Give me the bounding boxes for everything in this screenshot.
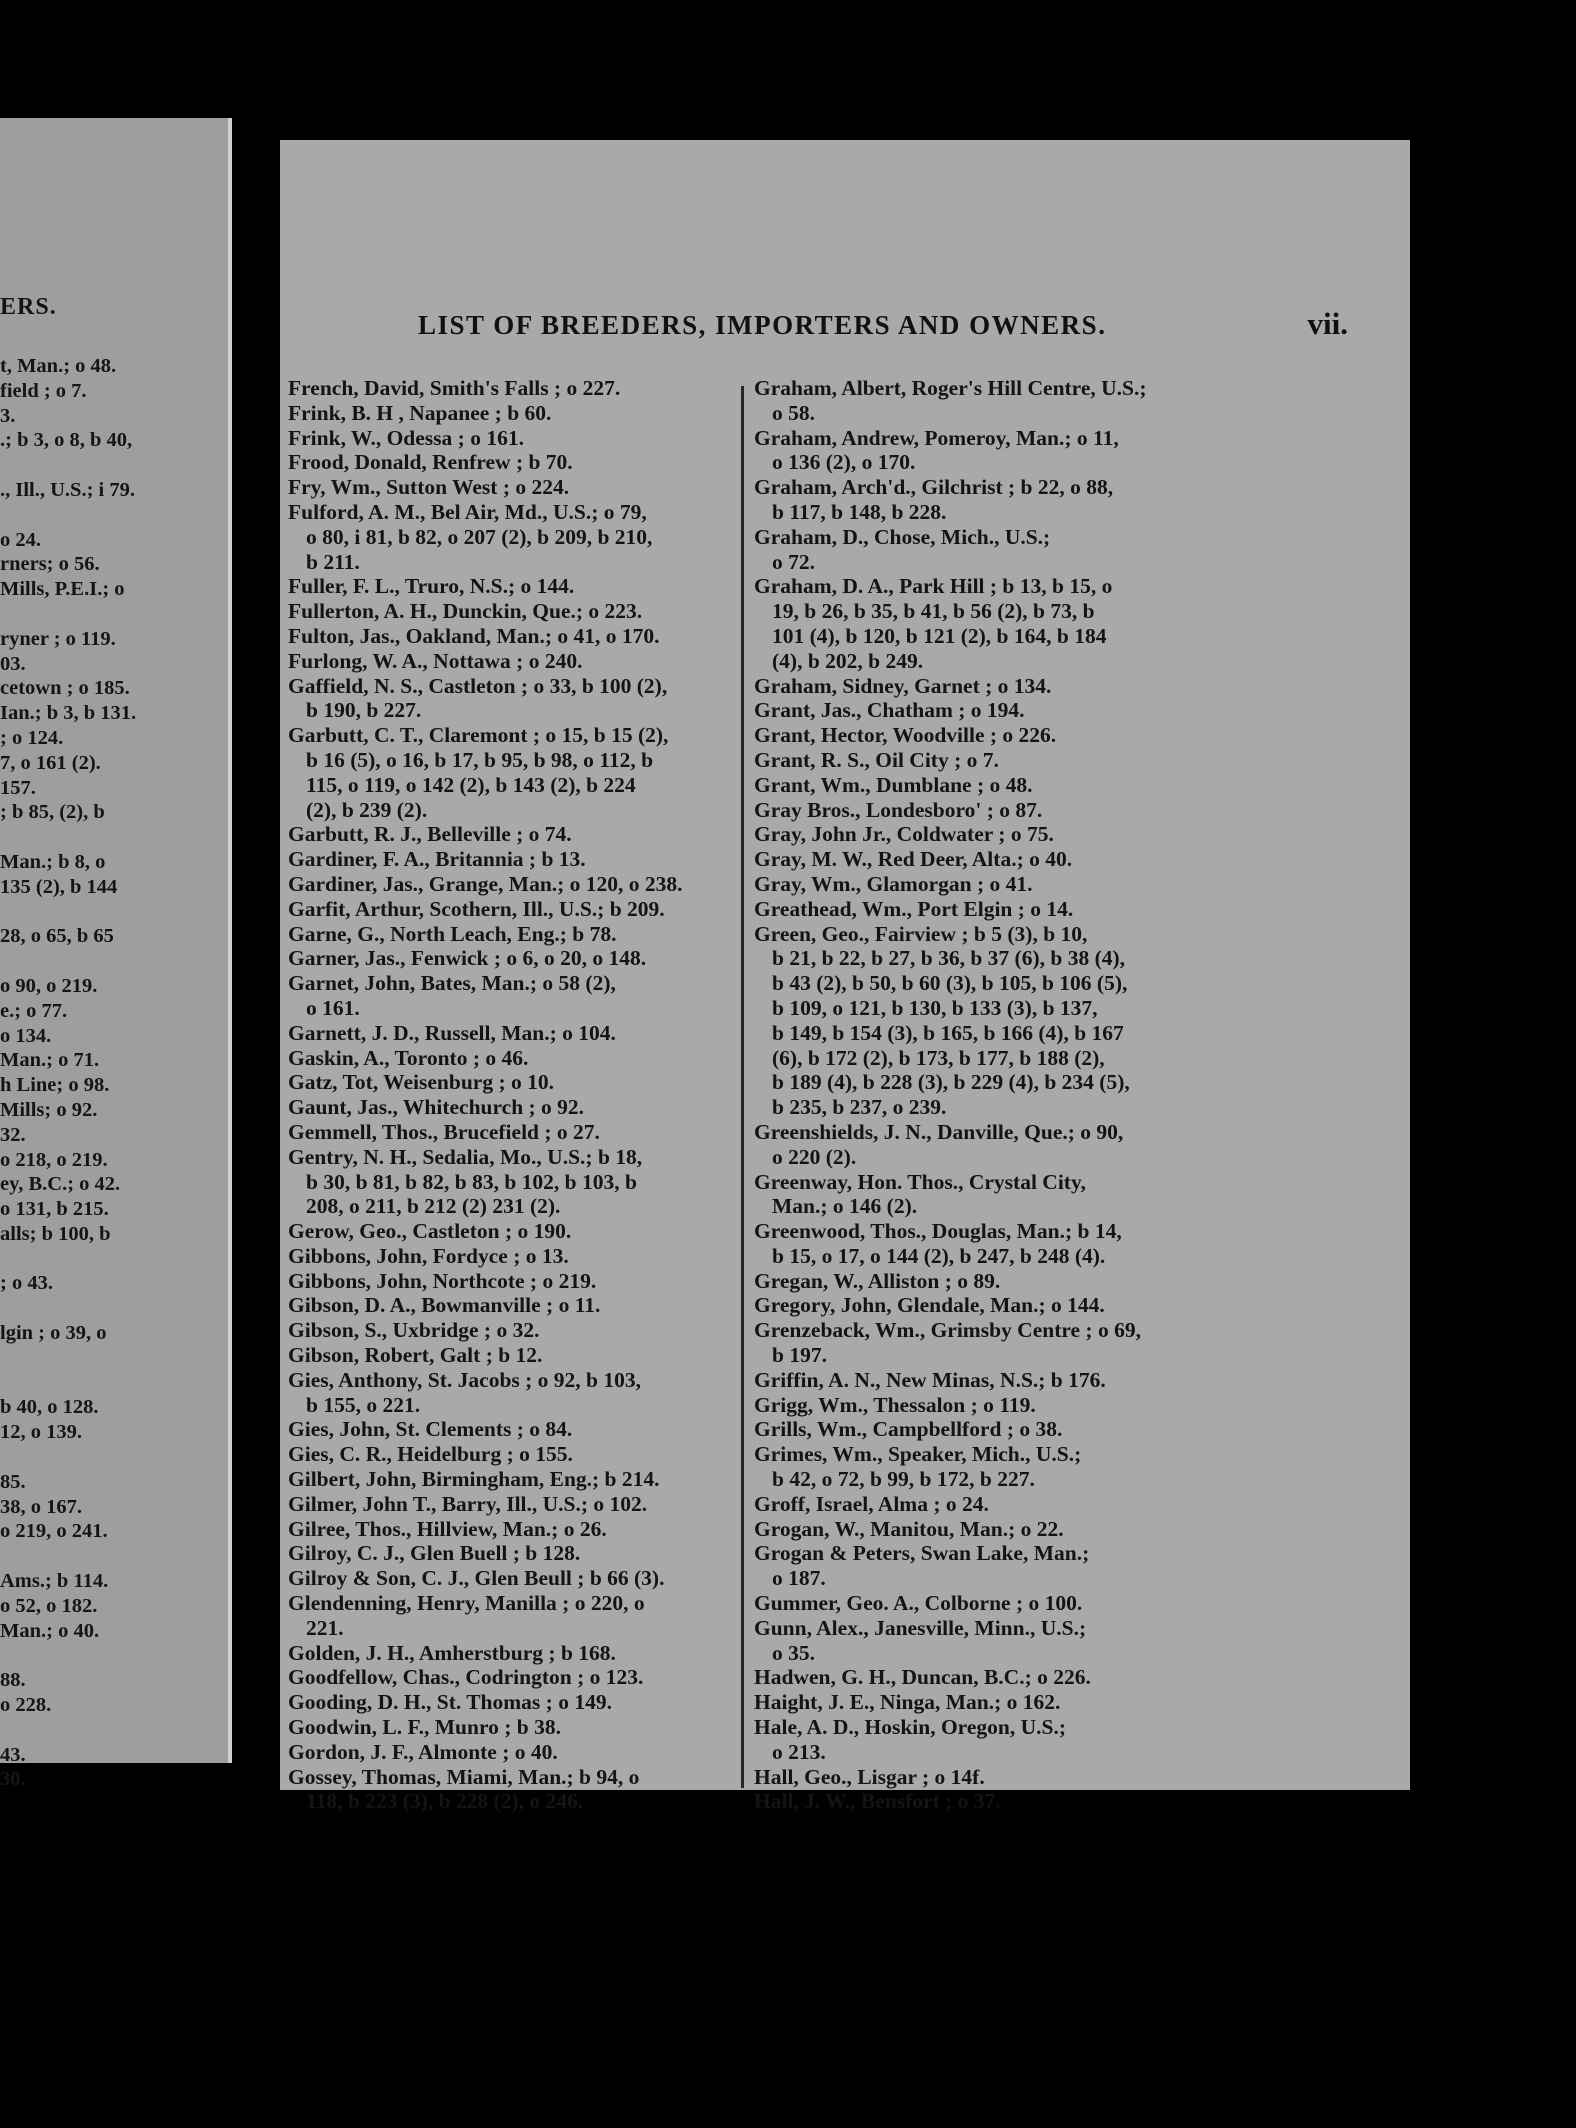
- left-page-line: 85.: [0, 1470, 26, 1493]
- left-page-line: o 218, o 219.: [0, 1148, 108, 1171]
- directory-entry-line: o 161.: [306, 995, 360, 1020]
- left-page-line: h Line; o 98.: [0, 1074, 110, 1097]
- directory-entry-line: Fulton, Jas., Oakland, Man.; o 41, o 170.: [288, 623, 660, 648]
- directory-entry-line: Garbutt, C. T., Claremont ; o 15, b 15 (2),: [288, 723, 669, 748]
- directory-entry-line: Garbutt, R. J., Belleville ; o 74.: [288, 822, 572, 847]
- directory-entry-line: Gentry, N. H., Sedalia, Mo., U.S.; b 18,: [288, 1144, 643, 1169]
- directory-entry-line: Gray, John Jr., Coldwater ; o 75.: [754, 822, 1054, 847]
- directory-entry-line: Frink, W., Odessa ; o 161.: [288, 425, 524, 450]
- left-page-line: field ; o 7.: [0, 379, 87, 402]
- left-page-line: [0, 602, 220, 627]
- directory-entry-line: Green, Geo., Fairview ; b 5 (3), b 10,: [754, 921, 1088, 946]
- directory-entry-line: Greenway, Hon. Thos., Crystal City,: [754, 1169, 1086, 1194]
- directory-entry-line: Graham, Albert, Roger's Hill Centre, U.S.;: [754, 376, 1147, 400]
- left-page-line: 12, o 139.: [0, 1421, 82, 1444]
- directory-entry-line: Gregan, W., Alliston ; o 89.: [754, 1268, 1001, 1293]
- directory-entry-line: b 42, o 72, b 99, b 172, b 227.: [772, 1467, 1035, 1492]
- directory-entry-line: Grills, Wm., Campbellford ; o 38.: [754, 1417, 1063, 1442]
- directory-entry-line: Gilbert, John, Birmingham, Eng.; b 214.: [288, 1467, 660, 1492]
- left-page-line: [0, 453, 220, 478]
- left-page-line: o 90, o 219.: [0, 974, 98, 997]
- directory-entry-line: Gaffield, N. S., Castleton ; o 33, b 100 (2),: [288, 673, 668, 698]
- directory-entry-line: Man.; o 146 (2).: [772, 1194, 918, 1219]
- directory-entry-line: Grant, R. S., Oil City ; o 7.: [754, 747, 999, 772]
- directory-entry-line: Garne, G., North Leach, Eng.; b 78.: [288, 921, 617, 946]
- left-page-line: ey, B.C.; o 42.: [0, 1173, 121, 1196]
- directory-entry-line: o 35.: [772, 1640, 815, 1665]
- directory-entry-line: b 149, b 154 (3), b 165, b 166 (4), b 167: [772, 1020, 1124, 1045]
- directory-entry-line: Gaskin, A., Toronto ; o 46.: [288, 1045, 529, 1070]
- directory-entry-line: Glendenning, Henry, Manilla ; o 220, o: [288, 1591, 645, 1616]
- directory-entry-line: Graham, Arch'd., Gilchrist ; b 22, o 88,: [754, 475, 1114, 500]
- left-page-line: .; b 3, o 8, b 40,: [0, 429, 133, 452]
- directory-entry-line: Fry, Wm., Sutton West ; o 224.: [288, 475, 570, 500]
- directory-entry-line: Gies, C. R., Heidelburg ; o 155.: [288, 1442, 573, 1467]
- directory-entry-line: Grant, Hector, Woodville ; o 226.: [754, 723, 1057, 748]
- left-page-line: o 228.: [0, 1694, 52, 1717]
- directory-entry-line: 208, o 211, b 212 (2) 231 (2).: [306, 1194, 561, 1219]
- left-page-line: ryner ; o 119.: [0, 627, 116, 650]
- directory-entry-line: Gilmer, John T., Barry, Ill., U.S.; o 102.: [288, 1491, 648, 1516]
- directory-entry-line: Garfit, Arthur, Scothern, Ill., U.S.; b 209.: [288, 896, 665, 921]
- directory-entry-line: b 117, b 148, b 228.: [772, 499, 947, 524]
- directory-entry-line: Gerow, Geo., Castleton ; o 190.: [288, 1219, 572, 1244]
- left-page-line: Mills, P.E.I.; o: [0, 578, 125, 601]
- directory-entry-line: Graham, Sidney, Garnet ; o 134.: [754, 673, 1052, 698]
- directory-entry-line: Gregory, John, Glendale, Man.; o 144.: [754, 1293, 1105, 1318]
- left-page-line: o 134.: [0, 1024, 52, 1047]
- directory-entry-line: b 30, b 81, b 82, b 83, b 102, b 103, b: [306, 1169, 637, 1194]
- left-page-line: Man.; o 71.: [0, 1049, 100, 1072]
- directory-entry-line: o 136 (2), o 170.: [772, 450, 916, 475]
- left-page-line: [0, 1247, 220, 1272]
- left-page-line: [0, 949, 220, 974]
- left-page-line: Man.; b 8, o: [0, 850, 106, 873]
- directory-entry-line: Grigg, Wm., Thessalon ; o 119.: [754, 1392, 1036, 1417]
- directory-entry-line: (2), b 239 (2).: [306, 797, 428, 822]
- left-page-line: Man.; o 40.: [0, 1619, 100, 1642]
- directory-entry-line: b 189 (4), b 228 (3), b 229 (4), b 234 (5),: [772, 1070, 1130, 1095]
- left-page-header: ERS.: [0, 294, 57, 320]
- directory-entry-line: 19, b 26, b 35, b 41, b 56 (2), b 73, b: [772, 599, 1095, 624]
- directory-entry-line: Gibbons, John, Fordyce ; o 13.: [288, 1243, 569, 1268]
- left-page-line: [0, 825, 220, 850]
- directory-entry-line: Furlong, W. A., Nottawa ; o 240.: [288, 648, 583, 673]
- page-header: [418, 306, 1348, 350]
- left-page-line: 157.: [0, 776, 36, 799]
- directory-entry-line: Gies, Anthony, St. Jacobs ; o 92, b 103,: [288, 1367, 642, 1392]
- directory-entry-line: Hadwen, G. H., Duncan, B.C.; o 226.: [754, 1665, 1091, 1690]
- directory-entry-line: b 43 (2), b 50, b 60 (3), b 105, b 106 (5),: [772, 971, 1128, 996]
- right-column: [754, 376, 1210, 1814]
- directory-entry-line: Gaunt, Jas., Whitechurch ; o 92.: [288, 1095, 585, 1120]
- left-page-line: o 219, o 241.: [0, 1520, 108, 1543]
- directory-entry-line: 101 (4), b 120, b 121 (2), b 164, b 184: [772, 623, 1107, 648]
- running-title: LIST OF BREEDERS, IMPORTERS AND OWNERS.: [418, 310, 1107, 340]
- directory-entry-line: Goodwin, L. F., Munro ; b 38.: [288, 1715, 561, 1740]
- left-page-text: [0, 354, 220, 1792]
- left-page-line: [0, 1544, 220, 1569]
- directory-entry-line: (4), b 202, b 249.: [772, 648, 924, 673]
- directory-entry-line: Greathead, Wm., Port Elgin ; o 14.: [754, 896, 1074, 921]
- directory-entry-line: Graham, Andrew, Pomeroy, Man.; o 11,: [754, 425, 1119, 450]
- left-page-line: t, Man.; o 48.: [0, 355, 117, 377]
- directory-entry-line: Grogan & Peters, Swan Lake, Man.;: [754, 1541, 1090, 1566]
- left-page-line: ; o 124.: [0, 726, 64, 749]
- left-page-line: alls; b 100, b: [0, 1222, 111, 1245]
- left-facing-page: [0, 118, 232, 1791]
- directory-entry-line: Garnet, John, Bates, Man.; o 58 (2),: [288, 971, 616, 996]
- left-page-line: Ams.; b 114.: [0, 1570, 109, 1593]
- directory-entry-line: b 190, b 227.: [306, 698, 422, 723]
- directory-entry-line: Griffin, A. N., New Minas, N.S.; b 176.: [754, 1367, 1106, 1392]
- directory-entry-line: b 211.: [306, 549, 360, 574]
- directory-entry-line: o 213.: [772, 1739, 826, 1764]
- directory-entry-line: b 15, o 17, o 144 (2), b 247, b 248 (4).: [772, 1243, 1106, 1268]
- directory-entry-line: o 187.: [772, 1566, 826, 1591]
- directory-entry-line: Gunn, Alex., Janesville, Minn., U.S.;: [754, 1615, 1087, 1640]
- directory-entry-line: Hall, Geo., Lisgar ; o 14f.: [754, 1764, 985, 1789]
- directory-entry-line: Gies, John, St. Clements ; o 84.: [288, 1417, 573, 1442]
- directory-entry-line: Graham, D. A., Park Hill ; b 13, b 15, o: [754, 574, 1113, 599]
- directory-entry-line: Gossey, Thomas, Miami, Man.; b 94, o: [288, 1764, 640, 1789]
- directory-entry-line: Gooding, D. H., St. Thomas ; o 149.: [288, 1690, 612, 1715]
- directory-entry-line: 118, b 223 (3), b 228 (2), o 246.: [306, 1789, 584, 1814]
- left-page-line: [0, 1445, 220, 1470]
- left-page-line: b 40, o 128.: [0, 1396, 99, 1419]
- directory-entry-line: Greenshields, J. N., Danville, Que.; o 90,: [754, 1119, 1124, 1144]
- column-divider: [741, 386, 744, 1788]
- left-page-line: e.; o 77.: [0, 999, 68, 1022]
- directory-entry-line: o 58.: [772, 400, 815, 425]
- directory-entry-line: b 16 (5), o 16, b 17, b 95, b 98, o 112, b: [306, 747, 654, 772]
- left-page-line: [0, 1296, 220, 1321]
- directory-entry-line: Grenzeback, Wm., Grimsby Centre ; o 69,: [754, 1318, 1141, 1343]
- directory-entry-line: Haight, J. E., Ninga, Man.; o 162.: [754, 1690, 1061, 1715]
- left-page-line: o 24.: [0, 528, 41, 551]
- left-column: [288, 376, 728, 1814]
- directory-entry-line: Frood, Donald, Renfrew ; b 70.: [288, 450, 573, 475]
- left-page-line: 38, o 167.: [0, 1495, 82, 1518]
- directory-entry-line: Hale, A. D., Hoskin, Oregon, U.S.;: [754, 1715, 1066, 1740]
- left-page-line: 28, o 65, b 65: [0, 925, 114, 948]
- left-page-line: Ian.; b 3, b 131.: [0, 702, 137, 725]
- left-page-line: ; b 85, (2), b: [0, 801, 105, 824]
- left-page-line: o 131, b 215.: [0, 1198, 109, 1221]
- directory-entry-line: Gibson, D. A., Bowmanville ; o 11.: [288, 1293, 601, 1318]
- left-page-line: cetown ; o 185.: [0, 677, 130, 700]
- directory-entry-line: Hall, J. W., Bensfort ; o 37.: [754, 1789, 1001, 1814]
- directory-entry-line: Grogan, W., Manitou, Man.; o 22.: [754, 1516, 1064, 1541]
- directory-entry-line: French, David, Smith's Falls ; o 227.: [288, 376, 621, 400]
- left-page-line: 7, o 161 (2).: [0, 751, 101, 774]
- directory-entry-line: Grant, Wm., Dumblane ; o 48.: [754, 772, 1033, 797]
- directory-entry-line: b 109, o 121, b 130, b 133 (3), b 137,: [772, 995, 1098, 1020]
- left-page-line: o 52, o 182.: [0, 1594, 98, 1617]
- directory-entry-line: b 155, o 221.: [306, 1392, 421, 1417]
- page-number: vii.: [1307, 306, 1348, 341]
- directory-entry-line: o 80, i 81, b 82, o 207 (2), b 209, b 210,: [306, 524, 653, 549]
- directory-entry-line: Fuller, F. L., Truro, N.S.; o 144.: [288, 574, 575, 599]
- directory-entry-line: Fullerton, A. H., Dunckin, Que.; o 223.: [288, 599, 643, 624]
- directory-entry-line: Grimes, Wm., Speaker, Mich., U.S.;: [754, 1442, 1082, 1467]
- left-page-line: [0, 503, 220, 528]
- directory-entry-line: Gummer, Geo. A., Colborne ; o 100.: [754, 1591, 1083, 1616]
- directory-entry-line: Gray, Wm., Glamorgan ; o 41.: [754, 871, 1033, 896]
- left-page-line: 43.: [0, 1743, 26, 1766]
- left-page-line: lgin ; o 39, o: [0, 1322, 107, 1345]
- left-page-line: rners; o 56.: [0, 553, 100, 576]
- left-page-line: ; o 43.: [0, 1272, 53, 1295]
- directory-entry-line: Garnett, J. D., Russell, Man.; o 104.: [288, 1020, 616, 1045]
- directory-entry-line: Garner, Jas., Fenwick ; o 6, o 20, o 148.: [288, 946, 647, 971]
- directory-entry-line: Gibbons, John, Northcote ; o 219.: [288, 1268, 597, 1293]
- directory-entry-line: Gemmell, Thos., Brucefield ; o 27.: [288, 1119, 600, 1144]
- right-page: [280, 140, 1410, 1814]
- directory-entry-line: 115, o 119, o 142 (2), b 143 (2), b 224: [306, 772, 636, 797]
- directory-entry-line: Frink, B. H , Napanee ; b 60.: [288, 400, 552, 425]
- left-page-line: [0, 900, 220, 925]
- directory-entry-line: Fulford, A. M., Bel Air, Md., U.S.; o 79,: [288, 499, 647, 524]
- left-page-line: 30.: [0, 1768, 26, 1791]
- directory-entry-line: Gibson, Robert, Galt ; b 12.: [288, 1343, 543, 1368]
- directory-entry-line: Gray, M. W., Red Deer, Alta.; o 40.: [754, 847, 1073, 872]
- directory-entry-line: Gatz, Tot, Weisenburg ; o 10.: [288, 1070, 554, 1095]
- directory-entry-line: o 220 (2).: [772, 1144, 857, 1169]
- directory-entry-line: 221.: [306, 1615, 344, 1640]
- left-page-line: [0, 1346, 220, 1371]
- directory-entry-line: Gilroy & Son, C. J., Glen Beull ; b 66 (3).: [288, 1566, 665, 1591]
- directory-entry-line: (6), b 172 (2), b 173, b 177, b 188 (2),: [772, 1045, 1105, 1070]
- directory-entry-line: Gardiner, F. A., Britannia ; b 13.: [288, 847, 586, 872]
- left-page-line: 135 (2), b 144: [0, 875, 118, 898]
- directory-entry-line: Gilree, Thos., Hillview, Man.; o 26.: [288, 1516, 607, 1541]
- left-page-line: 88.: [0, 1669, 26, 1692]
- directory-entry-line: Gray Bros., Londesboro' ; o 87.: [754, 797, 1043, 822]
- directory-entry-line: Greenwood, Thos., Douglas, Man.; b 14,: [754, 1219, 1122, 1244]
- directory-entry-line: Grant, Jas., Chatham ; o 194.: [754, 698, 1025, 723]
- directory-entry-line: Golden, J. H., Amherstburg ; b 168.: [288, 1640, 616, 1665]
- directory-entry-line: Gardiner, Jas., Grange, Man.; o 120, o 238.: [288, 871, 683, 896]
- left-page-line: 32.: [0, 1123, 26, 1146]
- directory-entry-line: Gordon, J. F., Almonte ; o 40.: [288, 1739, 558, 1764]
- left-page-line: [0, 1718, 220, 1743]
- directory-entry-line: Gibson, S., Uxbridge ; o 32.: [288, 1318, 540, 1343]
- left-page-line: [0, 1371, 220, 1396]
- directory-entry-line: Groff, Israel, Alma ; o 24.: [754, 1491, 989, 1516]
- directory-entry-line: b 197.: [772, 1343, 827, 1368]
- directory-entry-line: Graham, D., Chose, Mich., U.S.;: [754, 524, 1051, 549]
- left-page-line: 03.: [0, 652, 26, 675]
- directory-entry-line: b 235, b 237, o 239.: [772, 1095, 947, 1120]
- directory-entry-line: o 72.: [772, 549, 815, 574]
- left-page-line: Mills; o 92.: [0, 1098, 98, 1121]
- directory-entry-line: Gilroy, C. J., Glen Buell ; b 128.: [288, 1541, 581, 1566]
- directory-entry-line: Goodfellow, Chas., Codrington ; o 123.: [288, 1665, 644, 1690]
- left-page-line: ., Ill., U.S.; i 79.: [0, 478, 135, 501]
- left-page-line: 3.: [0, 404, 16, 427]
- directory-entry-line: b 21, b 22, b 27, b 36, b 37 (6), b 38 (4),: [772, 946, 1126, 971]
- left-page-line: [0, 1643, 220, 1668]
